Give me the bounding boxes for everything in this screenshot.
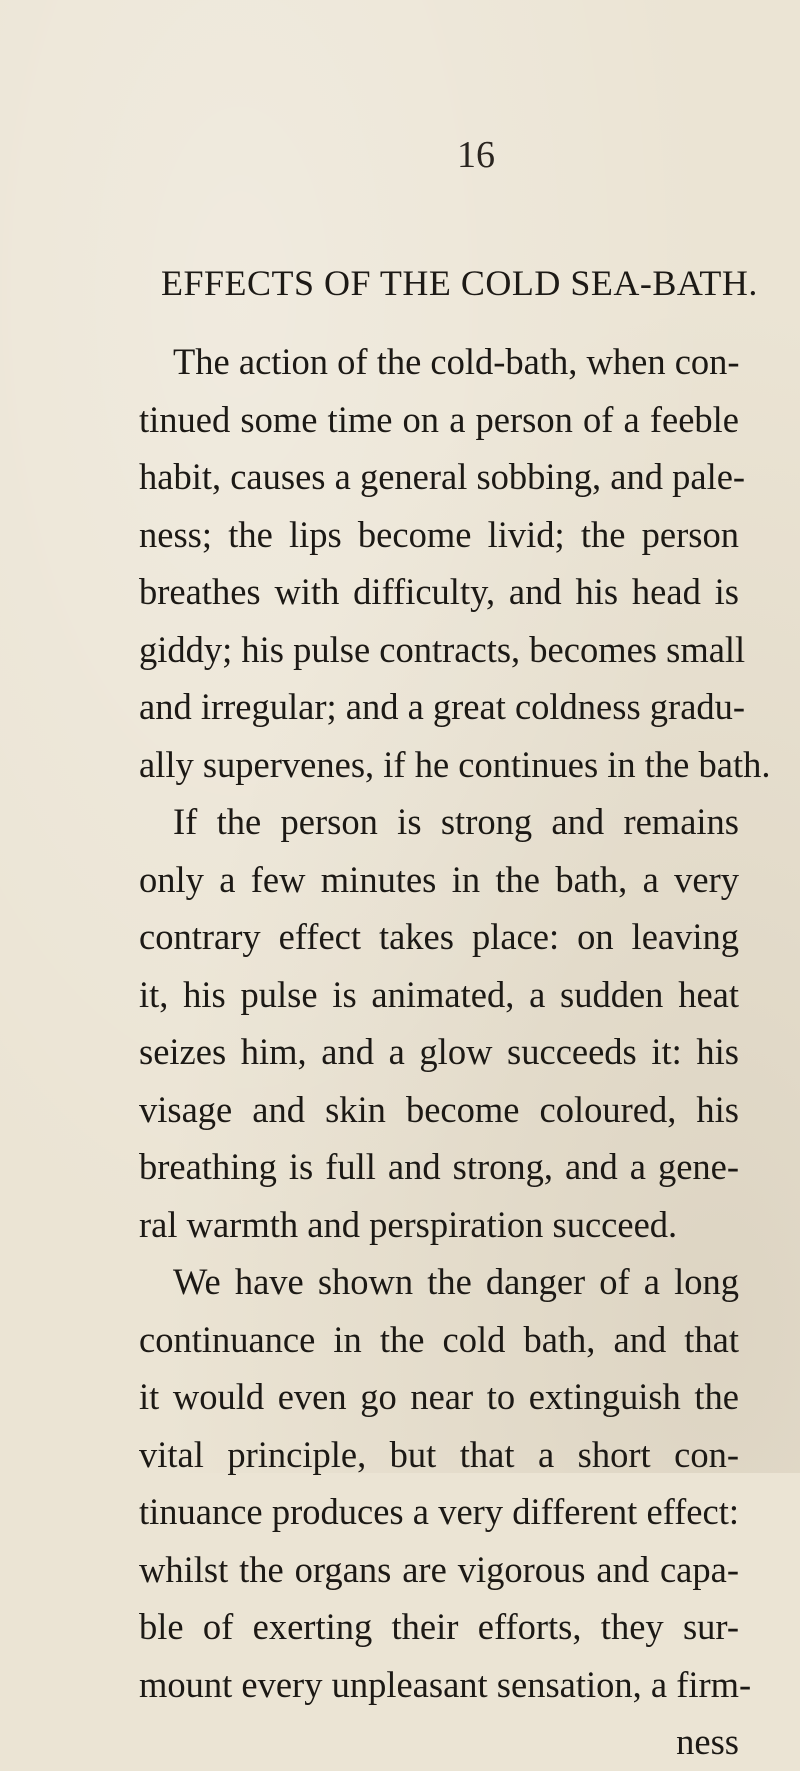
text-line: seizes him, and a glow succeeds it: his (139, 1031, 739, 1072)
text-line: and irregular; and a great coldness gradu- (139, 686, 746, 727)
text-line: If the person is strong and remains (173, 801, 739, 842)
text-line: breathing is full and strong, and a gene- (139, 1146, 739, 1187)
text-line: breathes with difficulty, and his head is (139, 571, 739, 612)
text-line: ness; the lips become livid; the person (139, 513, 739, 555)
text-line: contrary effect takes place: on leaving (139, 916, 739, 957)
text-line: ble of exerting their efforts, they sur- (139, 1606, 739, 1647)
page-number: 16 (457, 134, 495, 176)
text-line: continuance in the cold bath, and that (139, 1318, 739, 1360)
text-line: only a few minutes in the bath, a very (139, 858, 739, 900)
text-line: visage and skin become coloured, his (139, 1088, 739, 1130)
text-line: tinued some time on a person of a feeble (139, 398, 739, 440)
text-line: habit, causes a general sobbing, and pale- (139, 456, 746, 497)
text-line: whilst the organs are vigorous and capa- (139, 1548, 739, 1590)
text-line: ral warmth and perspiration succeed. (139, 1203, 678, 1245)
text-line: We have shown the danger of a long (173, 1261, 739, 1302)
catchword: ness (676, 1721, 739, 1762)
text-line: The action of the cold-bath, when con- (173, 341, 740, 382)
body-text (139, 333, 771, 1771)
text-line: vital principle, but that a short con- (139, 1433, 739, 1475)
section-heading: EFFECTS OF THE COLD SEA-BATH. (161, 263, 758, 303)
text-line: ally supervenes, if he continues in the bath. (139, 743, 771, 785)
text-line: tinuance produces a very different effect: (139, 1491, 739, 1532)
text-line: giddy; his pulse contracts, becomes small (139, 628, 746, 670)
text-line: mount every unpleasant sensation, a firm- (139, 1663, 752, 1705)
text-line: it, his pulse is animated, a sudden heat (139, 973, 739, 1015)
text-line: it would even go near to extinguish the (139, 1376, 739, 1417)
